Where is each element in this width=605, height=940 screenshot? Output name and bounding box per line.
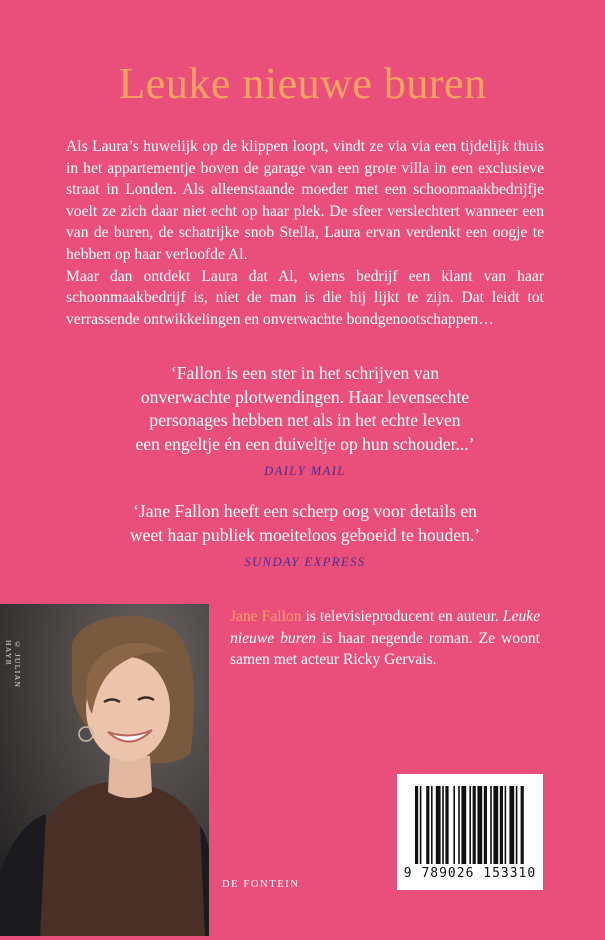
author-name: Jane Fallon xyxy=(230,608,302,625)
publisher-name: DE FONTEIN xyxy=(222,879,300,890)
quote-line: ‘Fallon is een ster in het schrijven van xyxy=(170,363,440,383)
quote-line: ‘Jane Fallon heeft een scherp oog voor details en xyxy=(133,501,477,521)
author-photo xyxy=(0,604,209,936)
author-bio xyxy=(230,606,540,671)
quote-line: onverwachte plotwendingen. Haar levensechte xyxy=(140,386,470,407)
isbn-number: 9 789026 153310 xyxy=(403,866,537,881)
back-cover-blurb xyxy=(66,136,544,330)
book-title: Leuke nieuwe buren xyxy=(118,59,487,108)
quote-source: DAILY MAIL xyxy=(264,464,346,478)
barcode xyxy=(397,774,543,890)
photo-credit: © JULIAN HAYR xyxy=(4,640,22,689)
quote-line: een engeltje én een duiveltje op hun schouder...’ xyxy=(135,433,475,454)
barcode-bars-icon xyxy=(397,774,543,866)
author-bio-book-title: Leuke nieuwe buren xyxy=(230,608,540,647)
review-quote xyxy=(66,500,544,575)
author-portrait-illustration xyxy=(0,604,209,936)
quote-source: SUNDAY EXPRESS xyxy=(244,555,366,569)
review-quote xyxy=(66,362,544,484)
author-bio-text: is haar negende roman. Ze woont samen met acteur Ricky Gervais. xyxy=(230,629,541,669)
blurb-paragraph: Maar dan ontdekt Laura dat Al, wiens bedrijf een klant van haar schoonmaakbedrijf is, niet de man is die hij lijkt te zijn. Dat leidt tot verrassende ontwikkelingen en onverwachte bondgenootschappen… xyxy=(66,267,544,328)
quote-line: personages hebben net als in het echte leven xyxy=(149,410,461,430)
author-bio-text: is televisieproducent en auteur. xyxy=(301,608,503,625)
blurb-paragraph: Als Laura’s huwelijk op de klippen loopt, vindt ze via via een tijdelijk thuis in het appartementje boven de garage van een grote villa in een exclusieve straat in Londen. Als alleenstaande moeder met een schoonmaakbedrijfje voelt ze zich daar niet echt op haar plek. De sfeer verslechtert wanneer een van de buren, de schatrijke snob Stella, Laura ervan verdenkt een oogje te hebben op haar verloofde Al. xyxy=(66,138,544,263)
quote-line: weet haar publiek moeiteloos geboeid te houden.’ xyxy=(129,524,481,545)
